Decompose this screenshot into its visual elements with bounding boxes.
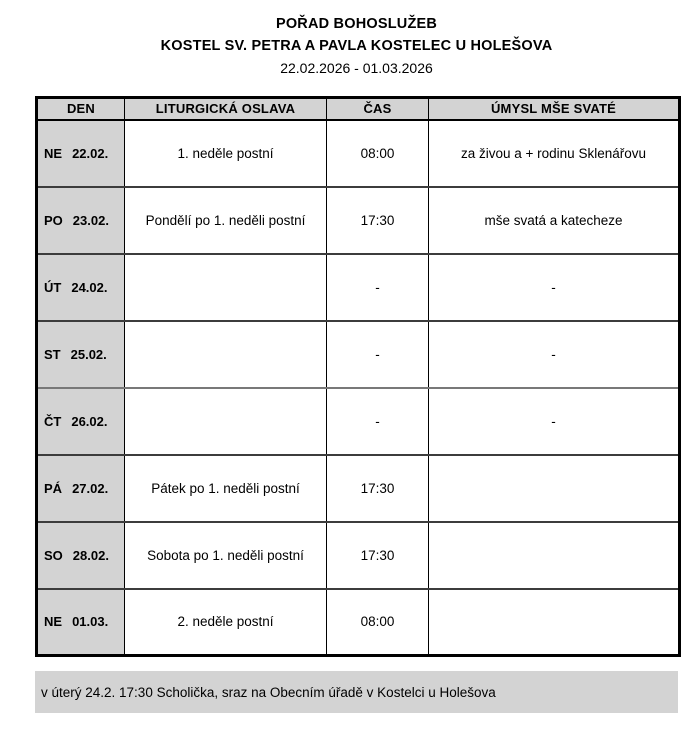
time-cell: - (327, 321, 429, 388)
intention-cell (429, 589, 680, 656)
table-row (37, 254, 680, 321)
intention-cell: - (429, 388, 680, 455)
celebration-cell: Pondělí po 1. neděli postní (125, 187, 327, 254)
day-cell (37, 321, 125, 388)
schedule-table (35, 96, 681, 657)
day-date: 22.02. (72, 145, 109, 161)
footer-note-band (35, 671, 678, 713)
day-abbr: ČT (44, 413, 62, 429)
day-abbr: ST (44, 346, 61, 362)
celebration-cell: 2. neděle postní (125, 589, 327, 656)
celebration-cell (125, 254, 327, 321)
table-row (37, 187, 680, 254)
intention-cell (429, 522, 680, 589)
day-date: 26.02. (71, 413, 108, 429)
day-cell (37, 187, 125, 254)
day-cell (37, 455, 125, 522)
day-abbr: NE (44, 145, 63, 161)
time-cell: 08:00 (327, 120, 429, 187)
day-date: 27.02. (72, 480, 109, 496)
intention-cell: - (429, 254, 680, 321)
celebration-cell (125, 388, 327, 455)
intention-cell: za živou a + rodinu Sklenářovu (429, 120, 680, 187)
table-row (37, 589, 680, 656)
table-row (37, 321, 680, 388)
celebration-cell: Pátek po 1. neděli postní (125, 455, 327, 522)
document-subtitle: KOSTEL SV. PETRA A PAVLA KOSTELEC U HOLEŠOVA (160, 38, 553, 54)
day-cell (37, 388, 125, 455)
date-range: 22.02.2026 - 01.03.2026 (280, 60, 433, 76)
time-cell: 08:00 (327, 589, 429, 656)
table-row (37, 120, 680, 187)
table-row (37, 455, 680, 522)
day-abbr: SO (44, 547, 63, 563)
time-cell: 17:30 (327, 455, 429, 522)
time-cell: - (327, 254, 429, 321)
day-date: 28.02. (72, 547, 109, 563)
column-header-oslava: LITURGICKÁ OSLAVA (125, 98, 327, 120)
table-row (37, 388, 680, 455)
intention-cell: mše svatá a katecheze (429, 187, 680, 254)
footer-note: v úterý 24.2. 17:30 Scholička, sraz na Obecním úřadě v Kostelci u Holešova (41, 684, 496, 700)
day-date: 24.02. (71, 279, 108, 295)
day-cell (37, 522, 125, 589)
column-header-umysl: ÚMYSL MŠE SVATÉ (429, 98, 680, 120)
header-row (37, 98, 680, 120)
day-cell (37, 254, 125, 321)
intention-cell: - (429, 321, 680, 388)
time-cell: - (327, 388, 429, 455)
time-cell: 17:30 (327, 187, 429, 254)
intention-cell (429, 455, 680, 522)
column-header-cas: ČAS (327, 98, 429, 120)
day-abbr: PO (44, 212, 63, 228)
table-row (37, 522, 680, 589)
day-abbr: PÁ (44, 480, 63, 496)
column-header-den: DEN (37, 98, 125, 120)
day-abbr: NE (44, 614, 63, 630)
day-abbr: ÚT (44, 279, 62, 295)
day-date: 23.02. (72, 212, 109, 228)
day-cell (37, 589, 125, 656)
title-block (35, 13, 678, 79)
celebration-cell: Sobota po 1. neděli postní (125, 522, 327, 589)
day-date: 01.03. (72, 614, 109, 630)
day-date: 25.02. (70, 346, 107, 362)
celebration-cell: 1. neděle postní (125, 120, 327, 187)
celebration-cell (125, 321, 327, 388)
day-cell (37, 120, 125, 187)
time-cell: 17:30 (327, 522, 429, 589)
document-title: POŘAD BOHOSLUŽEB (275, 16, 438, 32)
